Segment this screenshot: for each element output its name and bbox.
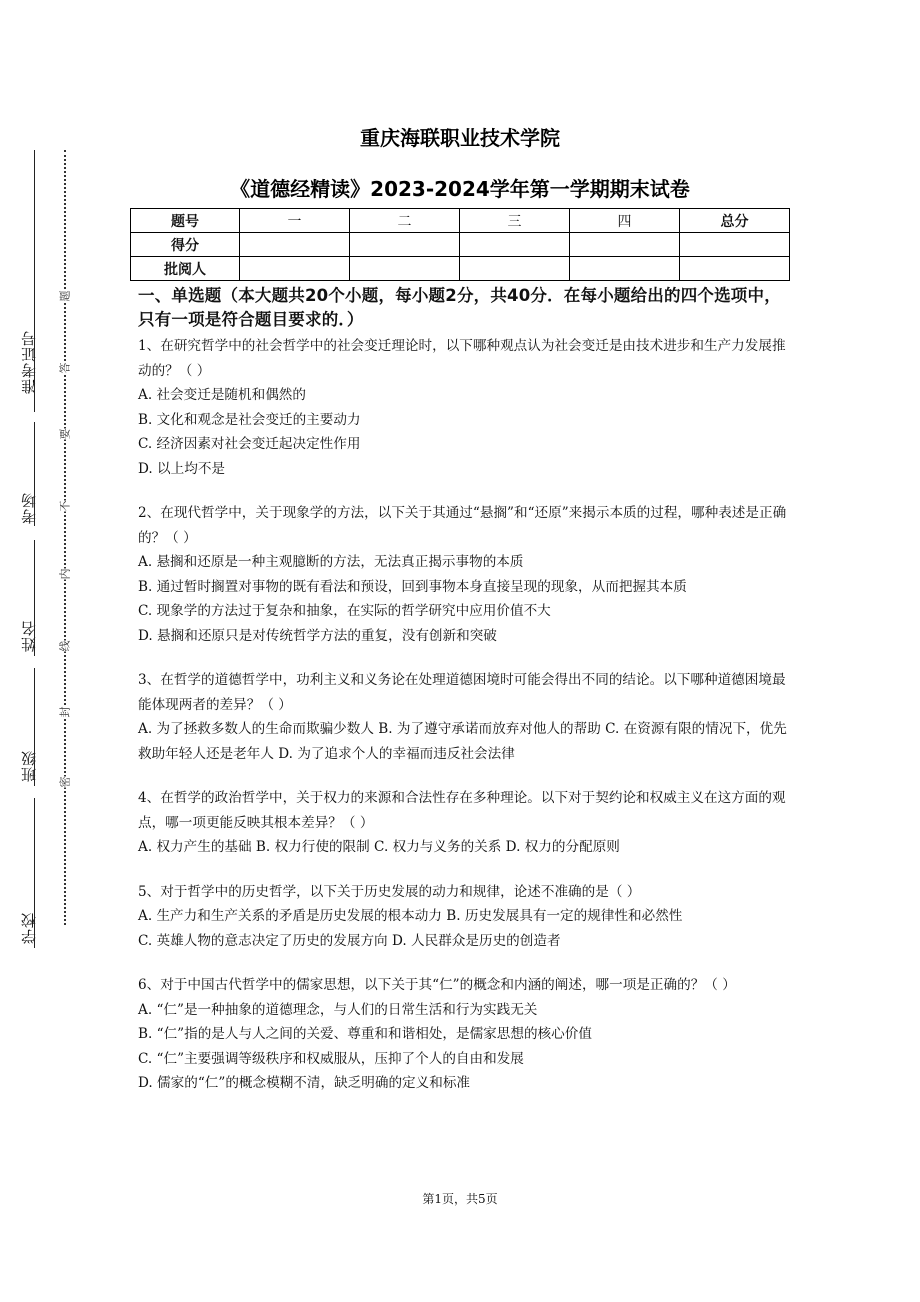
reviewer-cell xyxy=(460,257,570,281)
score-cell xyxy=(460,233,570,257)
question-stem: 1、在研究哲学中的社会哲学中的社会变迁理论时，以下哪种观点认为社会变迁是由技术进步和生产力发展推动的？（ ） xyxy=(138,338,786,379)
score-cell xyxy=(350,233,460,257)
class-line xyxy=(34,668,35,786)
option: A. 生产力和生产关系的矛盾是历史发展的根本动力 B. 历史发展具有一定的规律性和必然性 xyxy=(138,908,683,924)
option: B. 通过暂时搁置对事物的既有看法和预设，回到事物本身直接呈现的现象，从而把握其本质 xyxy=(138,578,687,595)
admission-number-line xyxy=(34,150,35,412)
seal-char: 内 xyxy=(58,568,72,580)
question-1 xyxy=(138,334,788,481)
reviewer-row xyxy=(131,257,790,281)
option: D. 儒家的“仁”的概念模糊不清，缺乏明确的定义和标准 xyxy=(138,1075,471,1091)
seal-char: 密 xyxy=(58,776,72,788)
col-question-number: 题号 xyxy=(131,209,240,233)
reviewer-row-label: 批阅人 xyxy=(131,257,240,281)
exam-title: 《道德经精读》2023-2024学年第一学期期末试卷 xyxy=(230,177,690,201)
option: C. 经济因素对社会变迁起决定性作用 xyxy=(138,436,361,452)
option: A. 悬搁和还原是一种主观臆断的方法，无法真正揭示事物的本质 xyxy=(138,554,524,570)
class-label: 班级 xyxy=(20,750,38,782)
seal-dotted-line xyxy=(64,150,66,925)
question-stem: 3、在哲学的道德哲学中，功利主义和义务论在处理道德困境时可能会得出不同的结论。以下哪种道德困境最能体现两者的差异？（ ） xyxy=(138,672,786,713)
option: C. 现象学的方法过于复杂和抽象，在实际的哲学研究中应用价值不大 xyxy=(138,603,551,619)
option: B. 文化和观念是社会变迁的主要动力 xyxy=(138,411,361,428)
reviewer-cell xyxy=(240,257,350,281)
option: A. 权力产生的基础 B. 权力行使的限制 C. 权力与义务的关系 D. 权力的分配原则 xyxy=(138,839,620,855)
school-label: 学校 xyxy=(20,912,38,944)
question-6 xyxy=(138,973,788,1096)
admission-number-label: 准考证号 xyxy=(20,330,38,394)
option: B. “仁”指的是人与人之间的关爱、尊重和和谐相处，是儒家思想的核心价值 xyxy=(138,1026,592,1042)
option: C. 英雄人物的意志决定了历史的发展方向 D. 人民群众是历史的创造者 xyxy=(138,932,561,949)
question-3 xyxy=(138,668,788,766)
question-5 xyxy=(138,880,788,954)
seal-char: 线 xyxy=(58,640,72,652)
score-row-label: 得分 xyxy=(131,233,240,257)
score-cell xyxy=(240,233,350,257)
reviewer-cell xyxy=(680,257,790,281)
name-line xyxy=(34,540,35,656)
question-4 xyxy=(138,786,788,860)
question-stem: 6、对于中国古代哲学中的儒家思想，以下关于其“仁”的概念和内涵的阐述，哪一项是正确的？（ ） xyxy=(138,977,736,993)
option: C. “仁”主要强调等级秩序和权威服从，压抑了个人的自由和发展 xyxy=(138,1050,524,1067)
page-footer: 第1页，共5页 xyxy=(422,1192,498,1206)
col-total: 总分 xyxy=(680,209,790,233)
question-stem: 2、在现代哲学中，关于现象学的方法，以下关于其通过“悬搁”和“还原”来揭示本质的过程，哪种表述是正确的？（ ） xyxy=(138,505,787,546)
exam-room-line xyxy=(34,422,35,526)
seal-char: 题 xyxy=(58,290,72,302)
seal-char: 封 xyxy=(58,706,72,718)
school-line xyxy=(34,798,35,948)
option: A. “仁”是一种抽象的道德理念，与人们的日常生活和行为实践无关 xyxy=(138,1001,538,1018)
question-2 xyxy=(138,501,788,648)
exam-content xyxy=(138,284,788,1096)
score-cell xyxy=(680,233,790,257)
school-title: 重庆海联职业技术学院 xyxy=(360,126,560,150)
option: D. 悬搁和还原只是对传统哲学方法的重复，没有创新和突破 xyxy=(138,627,497,644)
name-label: 姓名 xyxy=(20,620,38,652)
option: A. 为了拯救多数人的生命而欺骗少数人 B. 为了遵守承诺而放弃对他人的帮助 C. 在资源有限的情况下，优先救助年轻人还是老年人 D. 为了追求个人的幸福而违反社会法律 xyxy=(138,721,787,762)
col-part-1: 一 xyxy=(240,209,350,233)
seal-char: 不 xyxy=(58,500,72,512)
reviewer-cell xyxy=(570,257,680,281)
score-table-header-row xyxy=(131,209,790,233)
option: A. 社会变迁是随机和偶然的 xyxy=(138,387,306,403)
reviewer-cell xyxy=(350,257,460,281)
score-cell xyxy=(570,233,680,257)
exam-room-label: 考场 xyxy=(20,492,38,524)
score-table xyxy=(130,208,790,281)
col-part-2: 二 xyxy=(350,209,460,233)
seal-char: 要 xyxy=(58,428,72,440)
score-row xyxy=(131,233,790,257)
col-part-4: 四 xyxy=(570,209,680,233)
question-stem: 5、对于哲学中的历史哲学，以下关于历史发展的动力和规律，论述不准确的是（ ） xyxy=(138,883,641,900)
question-stem: 4、在哲学的政治哲学中，关于权力的来源和合法性存在多种理论。以下对于契约论和权威主义在这方面的观点，哪一项更能反映其根本差异？（ ） xyxy=(138,790,786,831)
col-part-3: 三 xyxy=(460,209,570,233)
seal-char: 答 xyxy=(58,362,72,374)
option: D. 以上均不是 xyxy=(138,460,226,477)
section-heading: 一、单选题（本大题共20个小题，每小题2分，共40分．在每小题给出的四个选项中，只有一项是符合题目要求的．） xyxy=(138,286,781,329)
